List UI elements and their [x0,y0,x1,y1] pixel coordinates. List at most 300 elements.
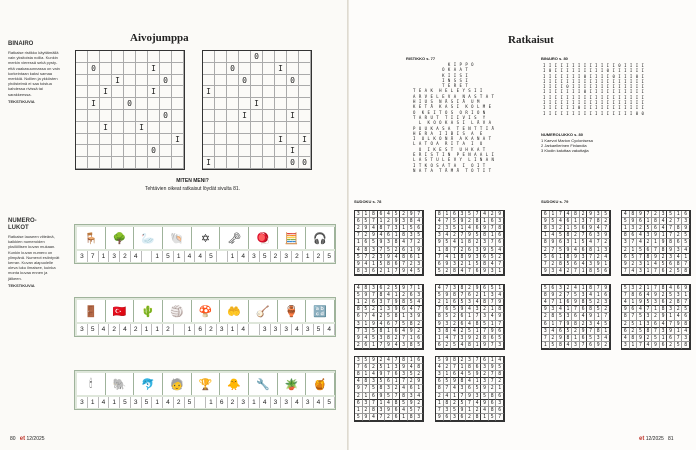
grid-cell [239,157,251,169]
sudoku-cell: 7 [602,313,610,320]
sudoku-cell: 5 [645,225,653,232]
sudoku-cell: 7 [489,225,497,232]
binairo-grid-2 [202,50,312,170]
sudoku-cell: 6 [370,268,378,275]
sudoku-cell: 5 [370,328,378,335]
sudoku-cell: 6 [565,218,573,225]
lock-digit: 4 [238,324,249,335]
sudoku-solution-grid [354,284,424,350]
sudoku-cell: 4 [557,268,565,275]
sudoku-cell: 9 [660,313,668,320]
binairo-text: Ratkaise ristikko käyttämällä vain yksitoista nollia. Kunkin merkin vieressä sekä pysty- että vaakasuunnassa on vain korkeintaan kaksi samaa merkkiä. Nollien ja ykkösten yhdistelmä ei saa toistua kahdessa rivissä tai sarakkeessa. [8,50,60,97]
sudoku-cell: 7 [682,299,690,306]
sudoku-cell: 3 [415,261,423,268]
sudoku-cell: 5 [637,313,645,320]
sudoku-cell: 4 [363,261,371,268]
sudoku-cell: 5 [660,261,668,268]
sudoku-cell: 6 [572,261,580,268]
sudoku-cell: 4 [385,400,393,407]
sudoku-cell: 9 [415,378,423,385]
sudoku-cell: 1 [444,371,452,378]
sudoku-cell: 8 [444,328,452,335]
sudoku-cell: 1 [602,328,610,335]
sudoku-cell: 8 [355,306,363,313]
sudoku-cell: 9 [595,261,603,268]
sudoku-cell: 3 [370,285,378,292]
numerolukot-answer: 2 Jarkaellerinen Finlandia [541,143,587,148]
sudoku-cell: 6 [378,285,386,292]
sudoku-cell: 6 [474,225,482,232]
sudoku-cell: 6 [682,313,690,320]
lock-digit: 5 [142,397,153,408]
sudoku-cell: 2 [630,328,638,335]
sudoku-cell: 3 [474,254,482,261]
sudoku-cell: 1 [466,313,474,320]
grid-cell [227,51,239,63]
sudoku-cell: 8 [378,225,386,232]
sudoku-cell: 6 [355,313,363,320]
sudoku-cell: 9 [622,261,630,268]
sudoku-cell: 8 [408,342,416,349]
sudoku-cell: 9 [565,247,573,254]
sudoku-cell: 7 [675,335,683,342]
sudoku-cell: 3 [652,299,660,306]
grid-cell [215,122,227,134]
grid-cell [287,51,299,63]
sudoku-cell: 6 [496,328,504,335]
grid-cell [251,63,263,75]
lock-digit: 1 [174,251,185,262]
sudoku-cell: 8 [489,407,497,414]
lock-picture [278,227,307,249]
sudoku-cell: 8 [393,239,401,246]
sudoku-cell: 4 [408,364,416,371]
sudoku-cell: 6 [393,328,401,335]
sudoku-cell: 8 [363,247,371,254]
picture-icon: 🍯 [313,379,327,391]
sudoku-cell: 9 [481,225,489,232]
grid-cell: 0 [124,98,136,110]
grid-cell: I [136,122,148,134]
sudoku-cell: 6 [466,292,474,299]
lock-digit: 1 [142,324,153,335]
grid-cell [148,75,160,87]
sudoku-cell: 1 [645,218,653,225]
sudoku-cell: 2 [595,254,603,261]
sudoku-cell: 8 [572,211,580,218]
sudoku-cell: 3 [496,342,504,349]
sudoku-cell: 4 [385,292,393,299]
lock-digit: 2 [174,397,185,408]
sudoku-cell: 5 [355,254,363,261]
grid-cell [88,86,100,98]
picture-icon: ✡ [200,233,211,245]
sudoku-cell: 4 [393,342,401,349]
sudoku-cell: 9 [637,211,645,218]
sudoku-cell: 9 [542,218,550,225]
sudoku-cell: 2 [415,328,423,335]
sudoku-cell: 1 [459,239,467,246]
sudoku-solution-grid [435,356,505,422]
sudoku-cell: 4 [572,285,580,292]
sudoku-cell: 9 [408,328,416,335]
grid-cell [136,86,148,98]
sudoku-cell: 6 [451,211,459,218]
sudoku-cell: 4 [660,321,668,328]
sudoku-cell: 9 [385,254,393,261]
sudoku-cell: 8 [675,261,683,268]
sudoku-cell: 3 [459,335,467,342]
grid-cell [263,86,275,98]
lock-picture [134,373,163,395]
sudoku-cell: 4 [378,232,386,239]
sudoku-cell: 9 [481,268,489,275]
sudoku-cell: 5 [557,313,565,320]
picture-icon: 🇹🇷 [112,306,127,318]
sudoku-cell: 7 [595,285,603,292]
sudoku-cell: 4 [580,261,588,268]
sudoku-cell: 3 [595,335,603,342]
sudoku-cell: 7 [363,313,371,320]
grid-cell: I [275,134,287,146]
grid-cell [227,145,239,157]
picture-icon: 🐬 [141,379,155,391]
sudoku-cell: 7 [572,306,580,313]
page-number: 80 [10,436,16,442]
sudoku-solution-grid [354,356,424,422]
grid-cell [263,134,275,146]
sudoku-cell: 2 [474,292,482,299]
sudoku-cell: 6 [355,218,363,225]
grid-cell: I [251,98,263,110]
sudoku-cell: 4 [481,407,489,414]
grid-cell [172,98,184,110]
sudoku-cell: 6 [378,211,386,218]
grid-cell [160,134,172,146]
sudoku-cell: 7 [550,299,558,306]
grid-cell [203,63,215,75]
sudoku-cell: 7 [637,254,645,261]
numerolukot-solution-label: NUMEROLUKKO s. 80 [541,132,584,137]
picture-icon: 🪴 [284,379,299,391]
sudoku-cell: 1 [652,306,660,313]
sudoku-cell: 3 [459,211,467,218]
grid-cell [148,157,160,169]
lock-picture [306,300,335,322]
lock-digit: 4 [120,324,131,335]
lock-digit: 2 [206,324,217,335]
sudoku-cell: 1 [474,378,482,385]
sudoku-cell: 7 [408,285,416,292]
lock-digit: 2 [120,251,131,262]
grid-cell [172,122,184,134]
sudoku-cell: 4 [436,218,444,225]
sudoku-cell: 1 [580,268,588,275]
sudoku-cell: 6 [363,239,371,246]
lock-picture [306,227,335,249]
sudoku-cell: 6 [682,211,690,218]
grid-cell [239,134,251,146]
grid-cell [251,86,263,98]
sudoku-cell: 8 [393,313,401,320]
sudoku-solution-grid [435,284,505,350]
sudoku-cell: 9 [595,342,603,349]
sudoku-cell: 1 [378,218,386,225]
sudoku-cell: 5 [489,285,497,292]
sudoku-cell: 8 [542,239,550,246]
sudoku-cell: 1 [436,335,444,342]
sudoku-cell: 2 [415,371,423,378]
picture-icon: 🪕 [255,306,270,318]
grid-cell [172,157,184,169]
sudoku-cell: 4 [385,211,393,218]
lock-digit: 2 [109,324,120,335]
sudoku-cell: 5 [355,414,363,421]
sudoku-cell: 6 [496,407,504,414]
sudoku-cell: 4 [378,321,386,328]
sudoku-cell: 5 [378,261,386,268]
sudoku-cell: 3 [466,357,474,364]
sudoku-cell: 9 [652,342,660,349]
sudoku-cell: 5 [363,357,371,364]
sudoku-cell: 8 [408,218,416,225]
grid-cell [160,145,172,157]
grid-cell [203,75,215,87]
sudoku-cell: 8 [444,247,452,254]
sudoku-cell: 3 [474,247,482,254]
lock-picture [134,227,163,249]
sudoku-cell: 7 [587,328,595,335]
grid-cell [160,122,172,134]
grid-cell [136,110,148,122]
sudoku-cell: 8 [542,225,550,232]
sudoku-cell: 2 [637,225,645,232]
sudoku-cell: 7 [355,232,363,239]
numerolukko-puzzle [74,224,336,264]
lock-digit: 1 [88,397,99,408]
lock-digit: 4 [260,397,271,408]
sudoku-cell: 1 [355,299,363,306]
brand-logo: et [19,436,26,442]
lock-picture [278,373,307,395]
lock-digit: 4 [324,324,335,335]
sudoku-cell: 6 [474,268,482,275]
sudoku-cell: 5 [393,285,401,292]
binairo-answer-note: Tehtävien oikeat ratkaisut löydät sivulta 81. [144,186,241,192]
sudoku-cell: 8 [496,225,504,232]
picture-icon: 🐥 [227,379,241,391]
sudoku-cell: 4 [459,371,467,378]
grid-cell: 0 [227,63,239,75]
binairo-question: MITEN MENI? [176,178,209,184]
grid-cell [124,75,136,87]
sudoku-cell: 9 [385,342,393,349]
sudoku-cell: 4 [451,385,459,392]
lock-digit: 3 [217,324,228,335]
sudoku-cell: 2 [385,414,393,421]
sudoku-cell: 1 [400,414,408,421]
sudoku-cell: 5 [587,299,595,306]
grid-cell [136,145,148,157]
grid-cell [287,122,299,134]
grid-cell: I [148,86,160,98]
grid-cell: 0 [287,75,299,87]
lock-picture [192,373,221,395]
lock-digit: 1 [109,397,120,408]
sudoku-cell: 2 [637,285,645,292]
sudoku-cell: 3 [436,371,444,378]
sudoku-cell: 4 [415,393,423,400]
sudoku-cell: 9 [459,306,467,313]
grid-cell [215,51,227,63]
sudoku-cell: 7 [400,261,408,268]
sudoku-cell: 7 [489,239,497,246]
sudoku-cell: 6 [652,321,660,328]
lock-digit: 5 [120,397,131,408]
sudoku-cell: 6 [385,321,393,328]
sudoku-cell: 6 [489,400,497,407]
sudoku-cell: 8 [595,328,603,335]
numerolukko-puzzle [74,370,336,410]
sudoku-cell: 3 [660,211,668,218]
sudoku-cell: 8 [587,268,595,275]
sudoku-cell: 8 [630,211,638,218]
sudoku-cell: 8 [408,414,416,421]
sudoku-cell: 4 [444,393,452,400]
sudoku-cell: 6 [667,335,675,342]
sudoku-cell: 7 [565,292,573,299]
sudoku-cell: 5 [393,211,401,218]
sudoku-solution-grid [354,210,424,276]
grid-cell [299,75,311,87]
sudoku-cell: 6 [587,342,595,349]
sudoku-cell: 5 [572,292,580,299]
sudoku-cell: 2 [370,306,378,313]
sudoku-cell: 9 [370,321,378,328]
sudoku-cell: 3 [602,247,610,254]
grid-cell [160,63,172,75]
sudoku-cell: 7 [557,321,565,328]
grid-cell [88,122,100,134]
grid-cell [100,145,112,157]
grid-cell [172,51,184,63]
lock-digit [174,324,185,335]
grid-cell [299,122,311,134]
sudoku-cell: 7 [652,247,660,254]
sudoku-cell: 2 [363,299,371,306]
sudoku-cell: 3 [587,321,595,328]
sudoku-cell: 6 [481,357,489,364]
sudoku-cell: 1 [645,268,653,275]
sudoku-cell: 8 [682,268,690,275]
sudoku-cell: 5 [444,239,452,246]
sudoku-cell: 4 [355,285,363,292]
grid-cell: 0 [239,75,251,87]
sudoku-cell: 3 [645,321,653,328]
lock-digit: 3 [271,324,282,335]
sudoku-cell: 4 [481,211,489,218]
lock-digit: 3 [109,251,120,262]
grid-cell [275,145,287,157]
sudoku-cell: 3 [622,342,630,349]
sudoku-cell: 9 [393,299,401,306]
sudoku-cell: 4 [557,218,565,225]
sudoku-cell: 5 [637,328,645,335]
grid-cell [263,122,275,134]
sudoku-cell: 9 [363,225,371,232]
sudoku-cell: 8 [408,321,416,328]
grid-cell [263,51,275,63]
sudoku-cell: 1 [630,299,638,306]
sudoku-cell: 2 [667,299,675,306]
sudoku-cell: 2 [466,218,474,225]
sudoku-cell: 5 [385,313,393,320]
sudoku-cell: 9 [378,239,386,246]
sudoku-cell: 3 [637,261,645,268]
sudoku-cell: 3 [682,335,690,342]
sudoku-cell: 7 [370,218,378,225]
grid-cell [100,110,112,122]
grid-cell [76,110,88,122]
sudoku-cell: 7 [385,371,393,378]
binairo-credit: TEKSTIKUVIA [8,98,35,104]
sudoku-cell: 3 [355,211,363,218]
sudoku-cell: 6 [400,247,408,254]
grid-cell: 0 [148,145,160,157]
sudoku-cell: 1 [415,385,423,392]
sudoku-cell: 5 [451,306,459,313]
ristikko-label: RISTIKKO s. 77 [406,56,436,61]
sudoku-cell: 3 [400,342,408,349]
sudoku-cell: 7 [393,393,401,400]
sudoku-cell: 1 [489,306,497,313]
sudoku-cell: 6 [565,299,573,306]
grid-cell [172,145,184,157]
sudoku-cell: 2 [550,261,558,268]
sudoku-cell: 6 [451,371,459,378]
lock-digit: 1 [249,397,260,408]
numerolukot-instructions [8,218,60,288]
lock-digit: 2 [131,324,142,335]
grid-cell [124,51,136,63]
sudoku-cell: 5 [565,328,573,335]
sudoku-cell: 9 [652,232,660,239]
sudoku-cell: 7 [587,254,595,261]
sudoku-cell: 5 [496,364,504,371]
sudoku-cell: 9 [481,247,489,254]
sudoku-cell: 5 [542,285,550,292]
sudoku-cell: 8 [580,299,588,306]
sudoku-cell: 4 [489,261,497,268]
sudoku-cell: 6 [459,321,467,328]
sudoku-cell: 5 [451,342,459,349]
sudoku-cell: 1 [645,285,653,292]
sudoku-cell: 2 [572,328,580,335]
picture-icon: 🚪 [83,306,98,318]
sudoku-cell: 1 [630,342,638,349]
sudoku-cell: 9 [400,268,408,275]
sudoku-cell: 9 [400,285,408,292]
sudoku-cell: 4 [645,292,653,299]
sudoku-cell: 2 [385,218,393,225]
sudoku-cell: 6 [444,414,452,421]
sudoku-cell: 5 [682,306,690,313]
lock-digit: 1 [185,324,196,335]
sudoku-cell: 5 [474,232,482,239]
sudoku-cell: 2 [393,335,401,342]
grid-cell: I [148,63,160,75]
grid-cell [148,122,160,134]
